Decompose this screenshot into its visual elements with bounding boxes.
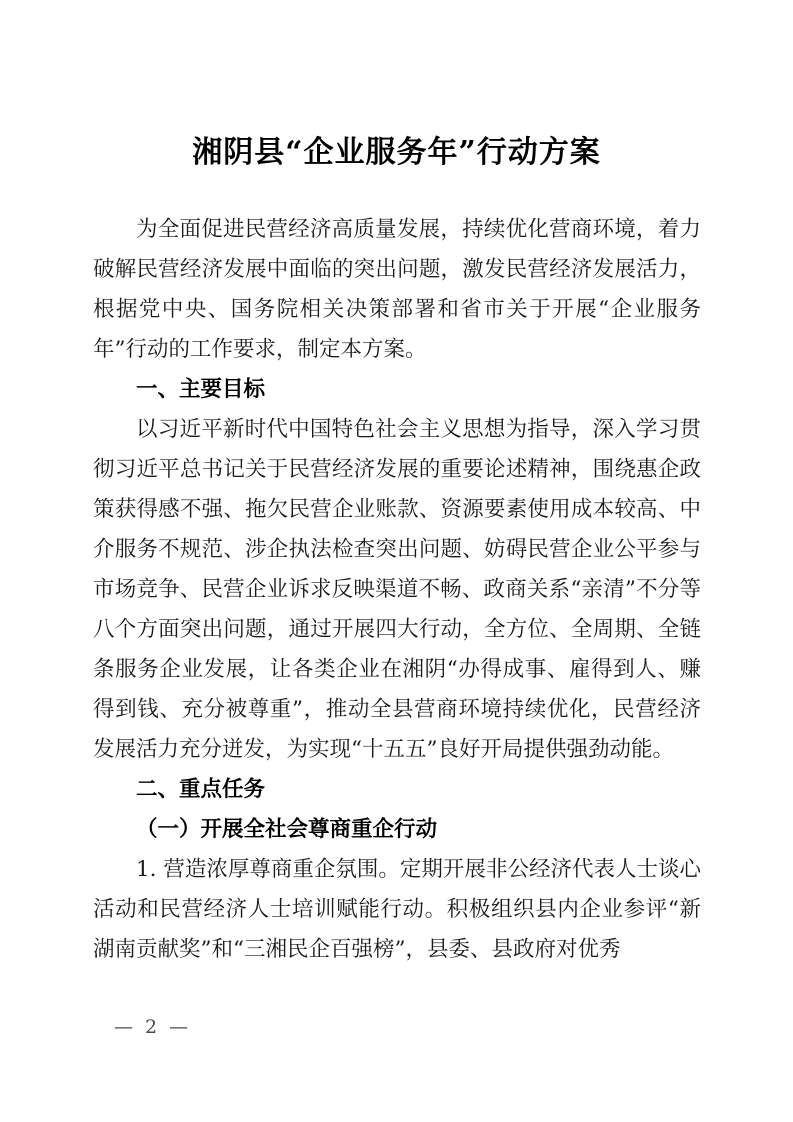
paragraph-main-goals: 以习近平新时代中国特色社会主义思想为指导，深入学习贯彻习近平总书记关于民营经济发展的重要论述精神，围绕惠企政策获得感不强、拖欠民营企业账款、资源要素使用成本较高、中介服务不规范、涉企执法检查突出问题、妨碍民营企业公平参与市场竞争、民营企业诉求反映渠道不畅、政商关系“亲清”不分等八个方面突出问题，通过开展四大行动，全方位、全周期、全链条服务企业发展，让各类企业在湘阴“办得成事、雇得到人、赚得到钱、充分被尊重”，推动全县营商环境持续优化，民营经济发展活力充分迸发，为实现“十五五”良好开局提供强劲动能。 — [93, 417, 701, 762]
page-number: — 2 — — [114, 1016, 192, 1038]
paragraph-intro: 为全面促进民营经济高质量发展，持续优化营商环境，着力破解民营经济发展中面临的突出问题，激发民营经济发展活力，根据党中央、国务院相关决策部署和省市关于开展“企业服务年”行动的工作要求，制定本方案。 — [93, 217, 701, 362]
paragraph-task-1: 1. 营造浓厚尊商重企氛围。定期开展非公经济代表人士谈心活动和民营经济人士培训赋能行动。积极组织县内企业参评“新湖南贡献奖”和“三湘民企百强榜”，县委、县政府对优秀 — [93, 857, 701, 962]
document-body — [93, 210, 701, 970]
section-heading-main-goals: 一、主要目标 — [136, 377, 266, 402]
document-title: 湘阴县“企业服务年”行动方案 — [192, 135, 601, 170]
subsection-heading-respect-enterprise-action: （一）开展全社会尊商重企行动 — [136, 817, 438, 842]
section-heading-key-tasks: 二、重点任务 — [136, 777, 266, 802]
